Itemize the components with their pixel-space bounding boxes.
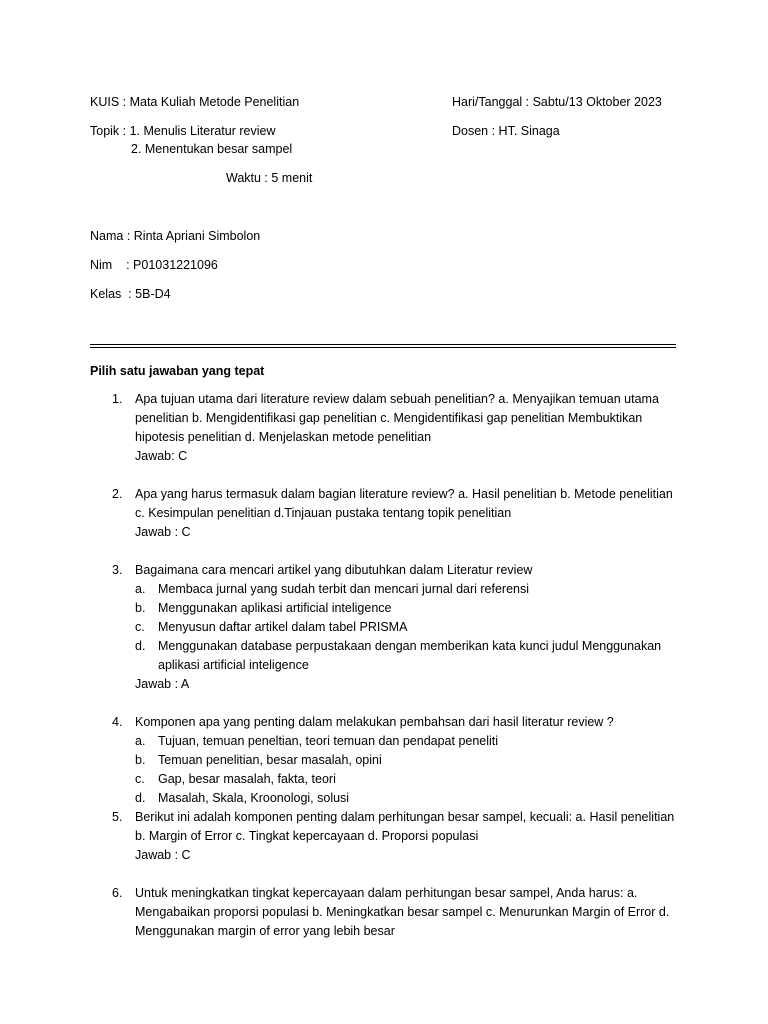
option-c [135,618,680,637]
answer: Jawab : A [135,677,190,691]
option-letter: c. [135,772,145,786]
option-letter: d. [135,791,146,805]
option-text: Menggunakan aplikasi artificial inteligence [158,601,392,615]
answer: Jawab: C [135,449,188,463]
topic-1: Topik : 1. Menulis Literatur review [90,124,276,138]
answer: Jawab : C [135,848,191,862]
option-a [135,732,680,751]
question-text: Bagaimana cara mencari artikel yang dibutuhkan dalam Literatur review [135,563,533,577]
option-letter: c. [135,620,145,634]
option-letter: d. [135,639,146,653]
option-list [135,580,680,675]
student-nim: Nim : P01031221096 [90,258,218,272]
option-text: Temuan penelitian, besar masalah, opini [158,753,382,767]
option-b [135,751,680,770]
quiz-date: Hari/Tanggal : Sabtu/13 Oktober 2023 [452,95,662,109]
question-number: 4. [112,715,123,729]
option-text: Membaca jurnal yang sudah terbit dan mencari jurnal dari referensi [158,582,530,596]
student-class: Kelas : 5B-D4 [90,287,171,301]
option-text: Menggunakan database perpustakaan dengan memberikan kata kunci judul Menggunakan aplikasi artificial inteligence [158,639,662,672]
option-b [135,599,680,618]
question-number: 3. [112,563,123,577]
question-number: 2. [112,487,123,501]
student-name: Nama : Rinta Apriani Simbolon [90,229,261,243]
answer: Jawab : C [135,525,191,539]
option-text: Menyusun daftar artikel dalam tabel PRISMA [158,620,408,634]
course-title: KUIS : Mata Kuliah Metode Penelitian [90,95,300,109]
question-number: 1. [112,392,123,406]
separator-line [90,344,676,348]
option-d [135,789,680,808]
question-6 [90,884,680,941]
option-text: Masalah, Skala, Kroonologi, solusi [158,791,350,805]
question-5 [90,808,680,865]
question-text: Berikut ini adalah komponen penting dalam perhitungan besar sampel, kecuali: a. Hasil penelitian b. Margin of Error c. Tingkat kepercayaan d. Proporsi populasi [135,810,675,843]
question-3 [90,561,680,694]
question-text: Untuk meningkatkan tingkat kepercayaan dalam perhitungan besar sampel, Anda harus: a. Mengabaikan proporsi populasi b. Meningkatkan besar sampel c. Menurunkan Margin of Error d. Menggunakan margin of error yang lebih besar [135,886,670,938]
question-number: 5. [112,810,123,824]
question-1 [90,390,680,466]
question-text: Apa yang harus termasuk dalam bagian literature review? a. Hasil penelitian b. Metode penelitian c. Kesimpulan penelitian d.Tinjauan pustaka tentang topik penelitian [135,487,673,520]
option-c [135,770,680,789]
question-number: 6. [112,886,123,900]
question-4 [90,713,680,808]
option-list [135,732,680,808]
time-limit: Waktu : 5 menit [226,171,313,185]
question-list [90,390,680,941]
option-letter: a. [135,734,146,748]
option-letter: a. [135,582,146,596]
option-a [135,580,680,599]
option-text: Gap, besar masalah, fakta, teori [158,772,336,786]
lecturer: Dosen : HT. Sinaga [452,124,560,138]
option-text: Tujuan, temuan peneltian, teori temuan dan pendapat peneliti [158,734,499,748]
option-letter: b. [135,601,146,615]
topic-2: 2. Menentukan besar sampel [131,142,293,156]
option-letter: b. [135,753,146,767]
question-text: Apa tujuan utama dari literature review dalam sebuah penelitian? a. Menyajikan temuan utama penelitian b. Mengidentifikasi gap penelitian c. Mengidentifikasi gap penelitian Membuktikan hipotesis penelitian d. Menjelaskan metode penelitian [135,392,659,444]
question-2 [90,485,680,542]
question-text: Komponen apa yang penting dalam melakukan pembahsan dari hasil literatur review ? [135,715,614,729]
instruction: Pilih satu jawaban yang tepat [90,364,265,378]
option-d [135,637,680,675]
